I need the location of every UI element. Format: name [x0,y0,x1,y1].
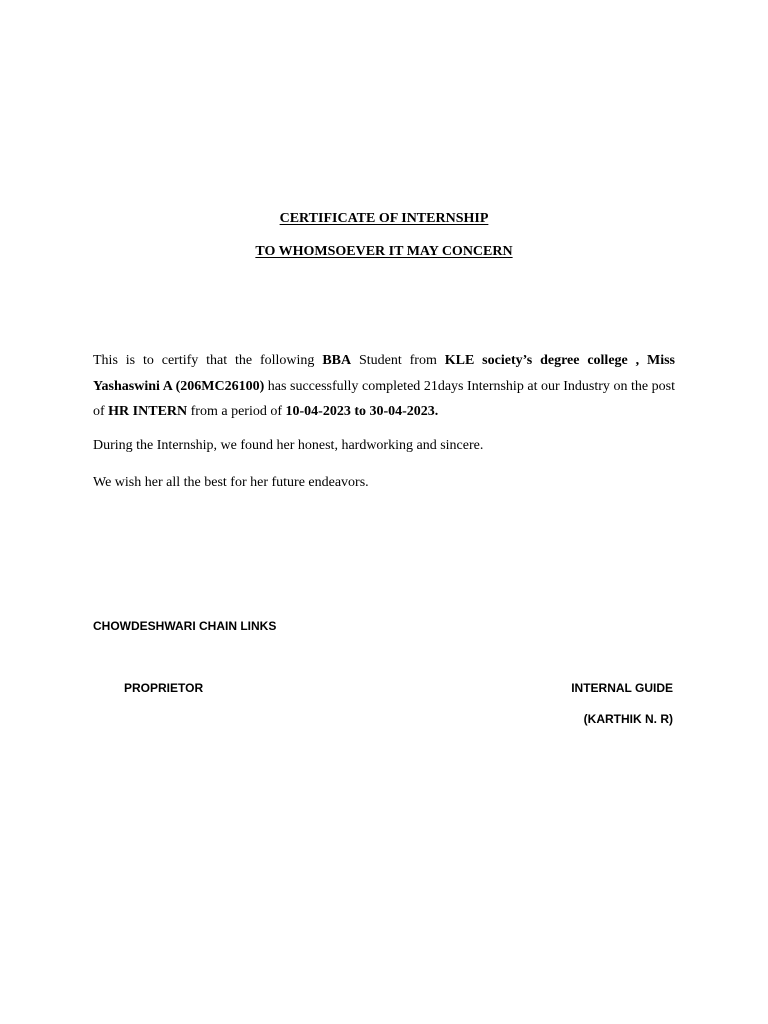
intern-post: HR INTERN [108,404,188,419]
certificate-title: CERTIFICATE OF INTERNSHIP [279,211,489,226]
certification-paragraph [93,348,675,425]
wishes-paragraph: We wish her all the best for her future endeavors. [93,475,369,490]
company-name: CHOWDESHWARI CHAIN LINKS [93,619,277,633]
proprietor-label: PROPRIETOR [124,681,204,695]
conduct-paragraph: During the Internship, we found her honest, hardworking and sincere. [93,438,484,453]
certificate-subtitle: TO WHOMSOEVER IT MAY CONCERN [255,244,513,259]
paragraph-text-3: has successfully completed 21days Internship at our Industry on the post of [93,378,675,419]
internship-period: 10-04-2023 to 30-04-2023. [285,404,439,419]
college-and-student: KLE society’s degree college , Miss Yashaswini A (206MC26100) [93,353,675,394]
paragraph-text-4: from a period of [187,404,286,419]
program-name: BBA [322,353,352,368]
internal-guide-name: (KARTHIK N. R) [583,712,673,726]
internal-guide-label: INTERNAL GUIDE [571,681,673,695]
paragraph-text-1: This is to certify that the following [93,353,323,368]
paragraph-text-2: Student from [351,353,445,368]
